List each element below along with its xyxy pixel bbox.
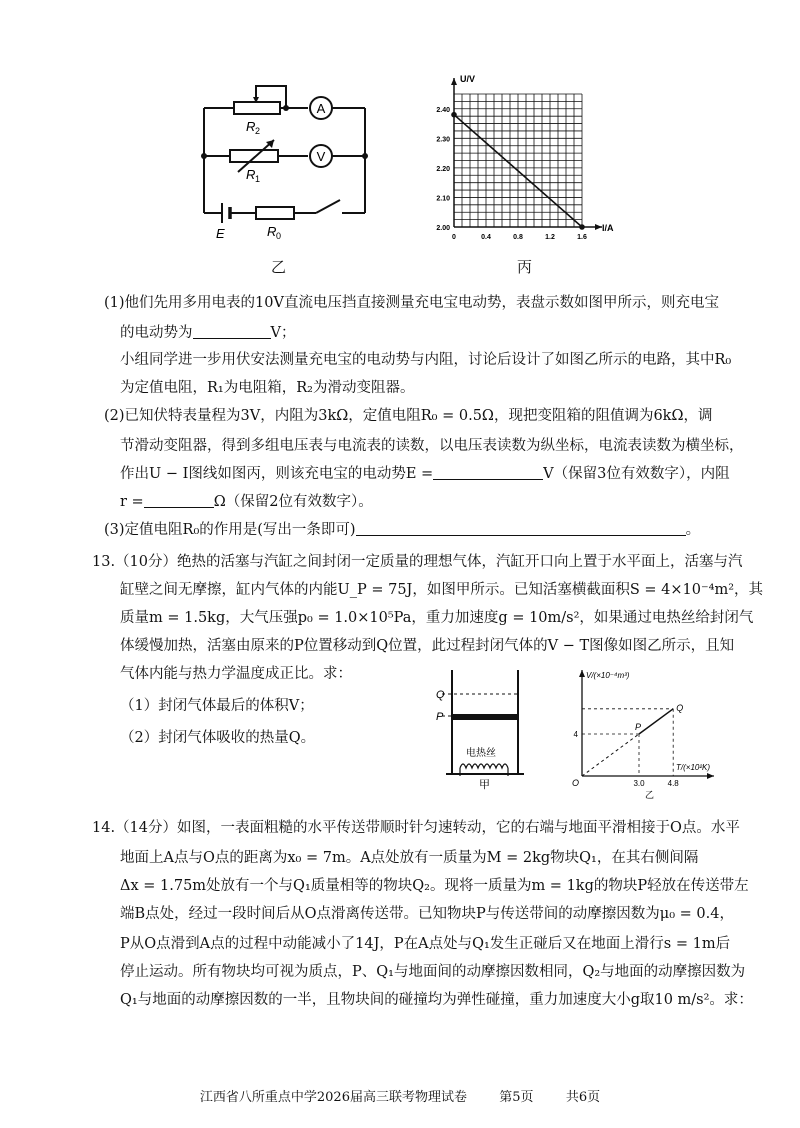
page-total: 共6页 [565,1090,601,1105]
x-tick-label: 4.8 [667,779,679,788]
q14-line2: 地面上A点与O点的距离为x₀ = 7m。A点处放有一质量为M = 2kg物块Q₁，在其右侧间隔 [120,850,699,866]
y-axis-arrow [451,78,457,85]
q14-line3: Δx = 1.75m处放有一个与Q₁质量相等的物块Q₂。现将一质量为m = 1kg的物块P轻放在传送带左 [120,878,749,894]
cylinder-q-label: Q [436,689,445,701]
r2-sub: 2 [255,126,261,136]
x-tick-label: 1.2 [545,234,555,241]
figure-yi13-caption: 乙 [645,790,655,800]
q12-part2-line4: r = Ω（保留2位有效数字）。 [120,494,373,510]
r0-sub: 0 [276,231,282,241]
q13-question1: （1）封闭气体最后的体积V； [120,698,314,714]
q13-line2: 缸壁之间无摩擦，缸内气体的内能U_P = 75J，如图甲所示。已知活塞横截面积S = 4×10⁻⁴m²，其 [120,582,764,598]
q12-part1-line1: (1)他们先用多用电表的10V直流电压挡直接测量充电宝电动势，表盘示数如图甲所示，则充电宝 [104,295,719,311]
x-tick-label: 0.8 [513,234,523,241]
y-tick-label: 2.10 [436,195,450,203]
q12-part1-line2: 的电动势为 V； [120,325,296,341]
x-tick-label: 1.6 [577,234,587,241]
point-p-label: P [635,722,642,732]
q13-line3: 质量m = 1.5kg，大气压强p₀ = 1.0×10⁵Pa，重力加速度g = 10m/s²，如果通过电热丝给封闭气 [120,610,754,626]
q14-line5: P从O点滑到A点的过程中动能减小了14J，P在A点处与Q₁发生正碰后又在地面上滑行s = 1m后 [120,936,731,952]
q12-part2-line1: (2)已知伏特表量程为3V，内阻为3kΩ，定值电阻R₀ = 0.5Ω，现把变阻箱的阻值调为6kΩ，调 [104,408,713,424]
y-tick-label: 4 [573,730,578,739]
q13-line4: 体缓慢加热，活塞由原来的P位置移动到Q位置，此过程封闭气体的V − T图像如图乙所示，且知 [120,638,735,654]
heater-label: 电热丝 [466,748,496,759]
u-i-chart [420,72,620,252]
q13-question2: （2）封闭气体吸收的热量Q。 [120,730,316,746]
circuit-diagram [190,78,390,248]
r1-label: R [246,167,256,182]
data-point [579,224,585,230]
q12-part2-line3: 作出U − I图线如图丙，则该充电宝的电动势E = V（保留3位有效数字），内阻 [120,466,730,482]
q13-line1: 13.（10分）绝热的活塞与汽缸之间封闭一定质量的理想气体，汽缸开口向上置于水平面上，活塞与汽 [92,554,743,570]
q12-part2-line2: 节滑动变阻器，得到多组电压表与电流表的读数，以电压表读数为纵坐标，电流表读数为横坐标， [120,438,744,454]
point-q-label: Q [676,702,684,713]
ammeter-label: A [316,101,326,116]
y-tick-label: 2.00 [436,225,450,232]
x-axis-arrow [707,773,714,779]
r0-label: R [267,224,277,239]
q14-line1: 14.（14分）如图，一表面粗糙的水平传送带顺时针匀速转动，它的右端与地面平滑相接于O点。水平 [92,820,740,836]
p-to-q-line [639,709,673,734]
y-tick-label: 2.20 [436,165,450,173]
q14-line4: 端B点处，经过一段时间后从O点滑离传送带。已知物块P与传送带间的动摩擦因数为μ₀ = 0.4， [120,906,734,922]
origin-label: O [572,778,580,788]
y-tick-label: 2.40 [436,106,450,114]
page-number: 第5页 [499,1090,534,1105]
page-footer [0,1086,800,1105]
origin-to-p-dashed [582,734,639,776]
x-tick-label: 3.0 [633,779,645,788]
r2-label: R [246,119,256,134]
y-axis-label: U/V [460,74,476,84]
y-tick-label: 2.30 [436,136,450,144]
emf-label: E [216,226,225,241]
y-axis-label: V/(×10⁻⁴m³) [586,671,630,680]
q12-part3: (3)定值电阻R₀的作用是(写出一条即可) 。 [104,522,701,538]
q14-line7: Q₁与地面的动摩擦因数的一半，且物块间的碰撞均为弹性碰撞，重力加速度大小g取10 m/s²。求： [120,992,753,1008]
cylinder-diagram [434,664,534,790]
x-tick-label: 0.4 [481,234,491,241]
q12-intro-line1: 小组同学进一步用伏安法测量充电宝的电动势与内阻，讨论后设计了如图乙所示的电路，其中R₀ [120,352,732,368]
figure-jia13-caption: 甲 [479,779,490,791]
v-t-chart [568,664,718,800]
q12-intro-line2: 为定值电阻，R₁为电阻箱，R₂为滑动变阻器。 [120,380,415,396]
cylinder-p-label: P [436,711,444,723]
r1-sub: 1 [255,174,261,184]
figure-yi-caption: 乙 [271,258,287,276]
figure-bing-caption: 丙 [517,258,533,276]
voltmeter-label: V [316,149,326,164]
x-axis-label: I/A [602,223,614,233]
x-axis-label: T/(×10²K) [676,763,711,772]
x-tick-label: 0 [452,234,456,241]
y-axis-arrow [579,670,585,677]
x-axis-arrow [595,224,602,230]
q14-line6: 停止运动。所有物块均可视为质点，P、Q₁与地面间的动摩擦因数相同，Q₂与地面的动摩擦因数为 [120,964,746,980]
q13-line5: 气体内能与热力学温度成正比。求： [120,666,352,682]
exam-title: 江西省八所重点中学2026届高三联考物理试卷 [199,1090,467,1105]
data-point [451,112,457,118]
